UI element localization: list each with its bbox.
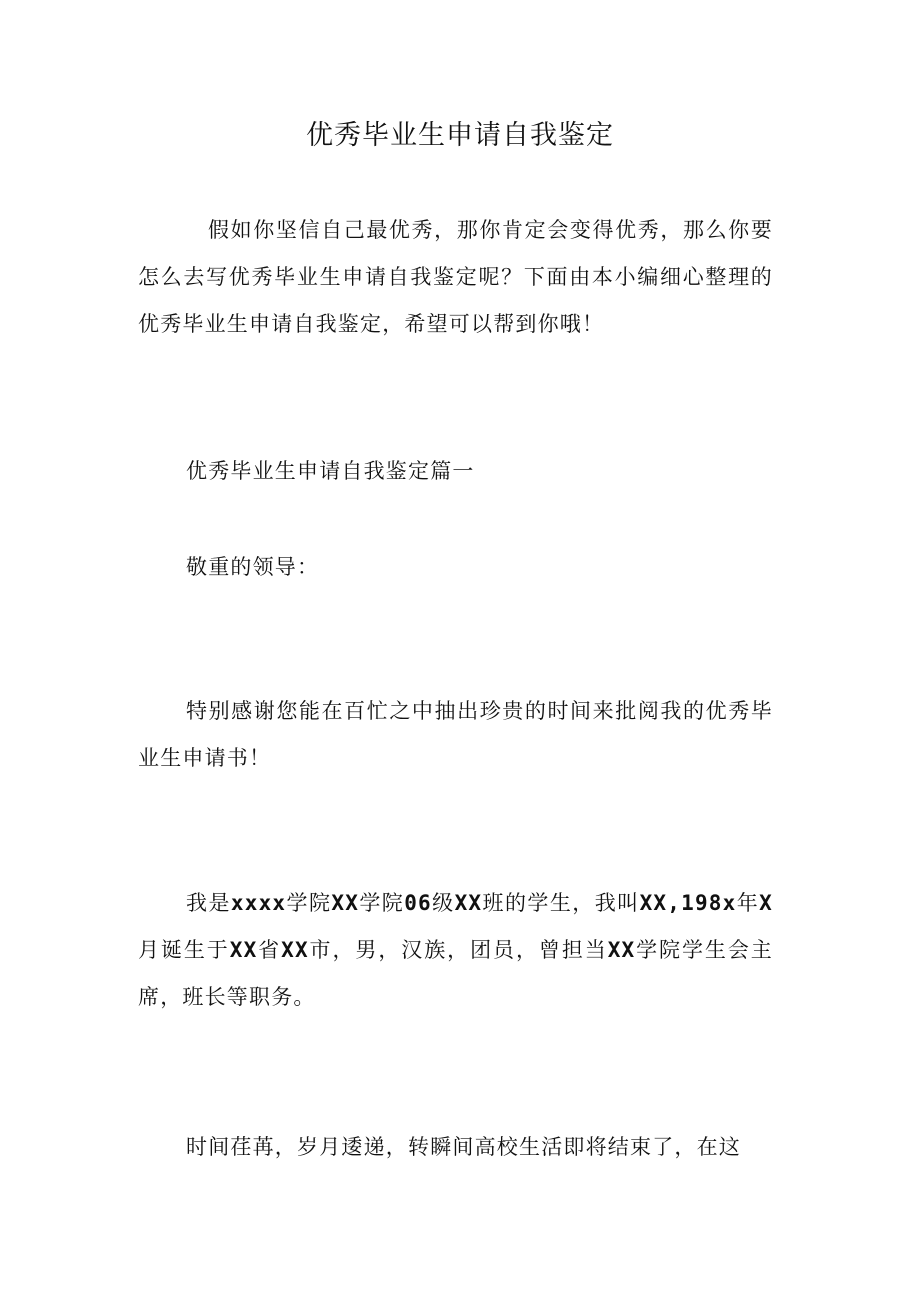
placeholder-value: XX,198x (639, 891, 737, 915)
self-intro-text: 学院 (359, 891, 405, 915)
self-intro-text: 月诞生于 (138, 938, 230, 962)
self-intro-text: 年 (736, 891, 760, 915)
self-intro-text: 级 (431, 891, 455, 915)
placeholder-value: XX (229, 938, 258, 962)
placeholder-value: XX (607, 938, 636, 962)
self-intro-text: 市，男，汉族，团员，曾担当 (308, 938, 608, 962)
time-paragraph: 时间荏苒，岁月逶递，转瞬间高校生活即将结束了，在这 (186, 1135, 741, 1159)
placeholder-value: X (759, 891, 774, 915)
placeholder-value: XX (454, 891, 483, 915)
placeholder-value: 06 (404, 891, 432, 915)
intro-paragraph: 假如你坚信自己最优秀，那你肯定会变得优秀，那么你要怎么去写优秀毕业生申请自我鉴定呢？下面由本小编细心整理的优秀毕业生申请自我鉴定，希望可以帮到你哦！ (138, 218, 773, 336)
self-intro-text: 学院学生会主席，班长等职务。 (138, 938, 773, 1009)
placeholder-value: XX (331, 891, 360, 915)
self-intro-text: 班的学生，我叫 (482, 891, 640, 915)
greeting-paragraph: 敬重的领导： (186, 555, 320, 579)
self-intro-paragraph (138, 880, 773, 1021)
thanks-paragraph: 特别感谢您能在百忙之中抽出珍贵的时间来批阅我的优秀毕业生申请书！ (138, 699, 773, 770)
section-heading: 优秀毕业生申请自我鉴定篇一 (186, 459, 475, 483)
self-intro-text: 学院 (286, 891, 332, 915)
placeholder-value: XX (281, 938, 309, 962)
self-intro-text: 我是 (186, 891, 231, 915)
self-intro-text: 省 (257, 938, 282, 962)
document-title: 优秀毕业生申请自我鉴定 (306, 120, 614, 151)
placeholder-value: xxxx (230, 891, 287, 915)
